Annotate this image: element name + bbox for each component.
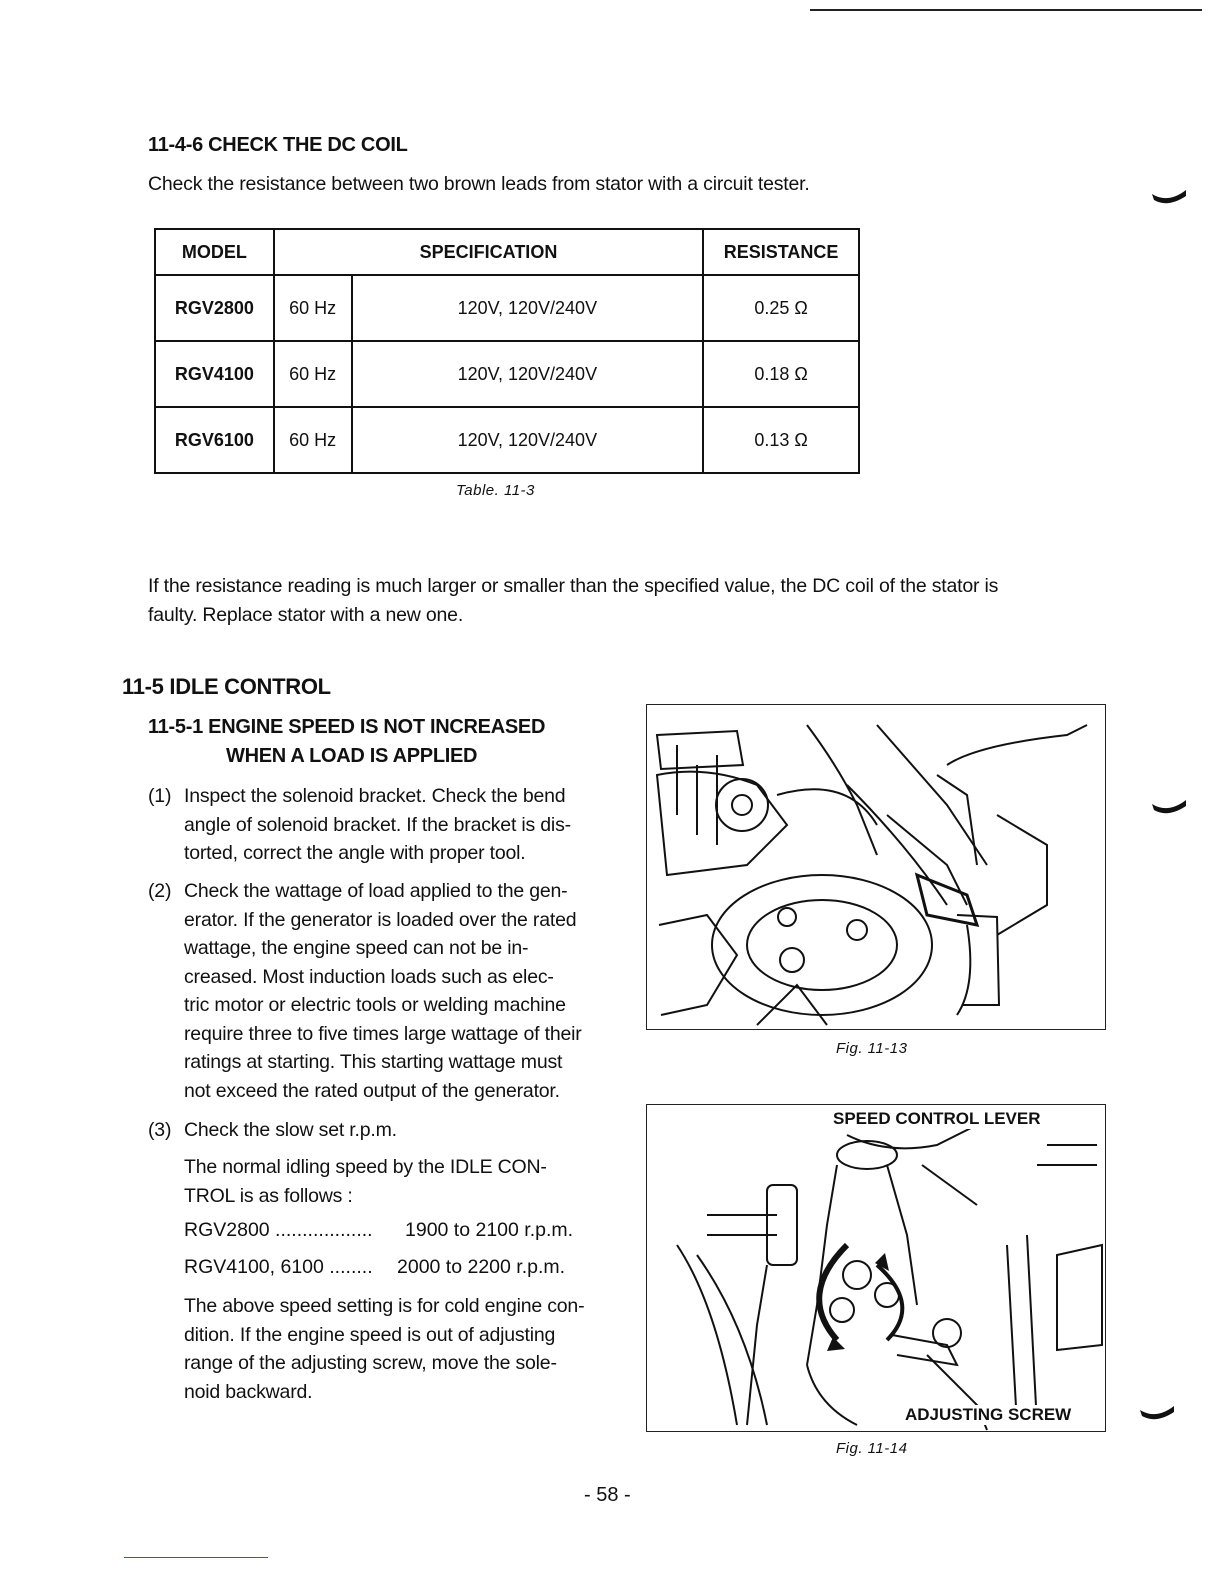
closing-line: range of the adjusting screw, move the sole-	[184, 1352, 557, 1374]
speed-model: RGV2800 ..................	[184, 1219, 373, 1241]
idle-intro	[184, 1153, 614, 1210]
section-heading-idle-control: 11-5 IDLE CONTROL	[122, 674, 331, 699]
table-header-row	[155, 229, 859, 275]
binder-tab-mark	[1152, 190, 1186, 206]
top-rule	[810, 9, 1202, 11]
list-item-text	[184, 782, 604, 868]
table-cell-resistance: 0.18 Ω	[703, 341, 859, 407]
speed-range: 2000 to 2200 r.p.m.	[397, 1256, 566, 1278]
list-line: ratings at starting. This starting wattage must	[184, 1051, 563, 1073]
section-heading-dc-coil: 11-4-6 CHECK THE DC COIL	[148, 134, 408, 156]
figure-11-14	[646, 1104, 1106, 1432]
dc-coil-intro: Check the resistance between two brown leads from stator with a circuit tester.	[148, 173, 810, 195]
table-header: SPECIFICATION	[274, 229, 703, 275]
table-row	[155, 341, 859, 407]
list-line: wattage, the engine speed can not be in-	[184, 937, 529, 959]
list-item	[148, 877, 608, 1109]
table-cell-voltage: 120V, 120V/240V	[352, 341, 704, 407]
faulty-note-line-2: faulty. Replace stator with a new one.	[148, 604, 464, 626]
resistance-table	[154, 228, 860, 474]
list-item-number: (1)	[148, 785, 172, 807]
table-cell-resistance: 0.13 Ω	[703, 407, 859, 473]
list-item-text	[184, 1116, 604, 1145]
list-line: Check the wattage of load applied to the gen-	[184, 880, 568, 902]
table-cell-model: RGV4100	[155, 341, 274, 407]
speed-model: RGV4100, 6100 ........	[184, 1256, 373, 1278]
list-line: require three to five times large wattage of their	[184, 1022, 582, 1045]
list-item	[148, 782, 608, 872]
figure-caption-11-14: Fig. 11-14	[836, 1440, 908, 1457]
table-header: RESISTANCE	[703, 229, 859, 275]
list-line: angle of solenoid bracket. If the bracket is dis-	[184, 813, 571, 836]
table-cell-model: RGV6100	[155, 407, 274, 473]
table-caption: Table. 11-3	[456, 482, 535, 499]
closing-paragraph	[184, 1292, 614, 1406]
list-line: not exceed the rated output of the generator.	[184, 1079, 560, 1102]
sub-heading-line-1: 11-5-1 ENGINE SPEED IS NOT INCREASED	[148, 716, 546, 738]
list-line: erator. If the generator is loaded over the rated	[184, 908, 577, 931]
speed-control-illustration	[647, 1105, 1105, 1431]
list-item-number: (2)	[148, 880, 172, 902]
sub-heading-line-2: WHEN A LOAD IS APPLIED	[226, 745, 478, 767]
table-header: MODEL	[155, 229, 274, 275]
table-cell-voltage: 120V, 120V/240V	[352, 407, 704, 473]
table-row	[155, 407, 859, 473]
closing-line: noid backward.	[184, 1380, 313, 1403]
table-cell-frequency: 60 Hz	[274, 275, 352, 341]
figure-11-13	[646, 704, 1106, 1030]
list-line: Inspect the solenoid bracket. Check the bend	[184, 785, 566, 807]
idle-intro-line: The normal idling speed by the IDLE CON-	[184, 1156, 547, 1178]
binder-tab-mark	[1140, 1406, 1174, 1422]
idle-intro-line: TROL is as follows :	[184, 1184, 353, 1207]
binder-tab-mark	[1152, 800, 1186, 816]
list-line: torted, correct the angle with proper tool.	[184, 842, 526, 864]
list-line: tric motor or electric tools or welding machine	[184, 994, 566, 1016]
list-line: creased. Most induction loads such as elec-	[184, 965, 554, 988]
list-item	[148, 1116, 608, 1146]
label-adjusting-screw: ADJUSTING SCREW	[905, 1405, 1072, 1424]
closing-line: The above speed setting is for cold engine con-	[184, 1295, 585, 1317]
engine-illustration	[647, 705, 1105, 1029]
table-cell-frequency: 60 Hz	[274, 341, 352, 407]
faulty-note-line-1: If the resistance reading is much larger or smaller than the specified value, the DC coil of the stator is	[148, 575, 999, 597]
speed-range: 1900 to 2100 r.p.m.	[405, 1219, 574, 1241]
list-item-number: (3)	[148, 1119, 172, 1141]
label-speed-control-lever: SPEED CONTROL LEVER	[833, 1109, 1041, 1128]
table-cell-voltage: 120V, 120V/240V	[352, 275, 704, 341]
table-row	[155, 275, 859, 341]
figure-caption-11-13: Fig. 11-13	[836, 1040, 908, 1057]
list-item-text	[184, 877, 604, 1105]
bottom-rule	[124, 1557, 268, 1558]
table-cell-resistance: 0.25 Ω	[703, 275, 859, 341]
page-number: - 58 -	[584, 1484, 631, 1506]
table-cell-model: RGV2800	[155, 275, 274, 341]
list-line: Check the slow set r.p.m.	[184, 1119, 397, 1141]
closing-line: dition. If the engine speed is out of adjusting	[184, 1323, 556, 1346]
table-cell-frequency: 60 Hz	[274, 407, 352, 473]
